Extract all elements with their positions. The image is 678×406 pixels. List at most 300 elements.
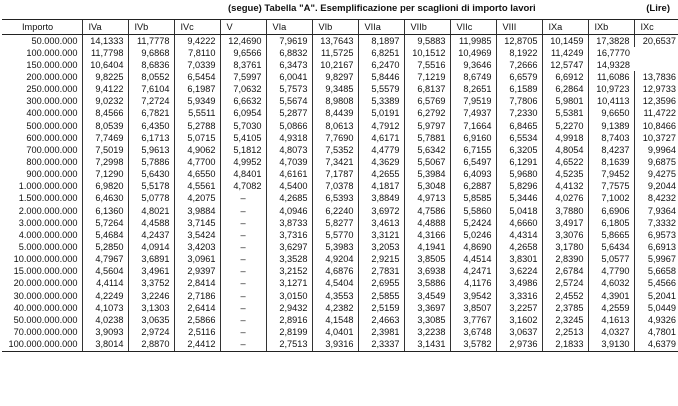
coefficient-cell: 5,9801 xyxy=(542,96,588,108)
coefficient-cell: 9,3646 xyxy=(450,59,496,71)
coefficient-cell: 4,8021 xyxy=(128,205,174,217)
coefficient-cell: 6,8832 xyxy=(266,47,312,59)
table-row xyxy=(2,132,678,144)
coefficient-cell: 3,3528 xyxy=(266,254,312,266)
header-class-via: VIa xyxy=(266,20,312,35)
coefficient-cell: 5,5674 xyxy=(266,96,312,108)
coefficient-cell: 4,4114 xyxy=(82,278,128,290)
coefficient-cell: 2,8414 xyxy=(174,278,220,290)
coefficient-cell: 3,8014 xyxy=(82,339,128,352)
coefficient-cell: 5,0418 xyxy=(496,205,542,217)
coefficient-cell: 6,4093 xyxy=(450,169,496,181)
coefficient-cell: 4,4779 xyxy=(358,144,404,156)
table-row xyxy=(2,120,678,132)
coefficient-cell: 13,7643 xyxy=(312,35,358,48)
coefficient-cell: 3,3076 xyxy=(542,229,588,241)
coefficient-cell: 6,9820 xyxy=(82,181,128,193)
coefficient-cell: 7,5352 xyxy=(312,144,358,156)
coefficient-cell: 11,6086 xyxy=(588,71,634,83)
coefficient-cell: 3,2152 xyxy=(266,266,312,278)
coefficient-cell: 7,6104 xyxy=(128,84,174,96)
coefficient-cell: 5,3984 xyxy=(404,169,450,181)
table-row xyxy=(2,47,678,59)
amount-cell: 50.000.000.000 xyxy=(13,314,78,325)
coefficient-cell: 2,4663 xyxy=(358,314,404,326)
coefficient-cell: 10,2167 xyxy=(312,59,358,71)
coefficient-cell: 8,4232 xyxy=(634,193,678,205)
coefficient-cell: 6,2792 xyxy=(404,108,450,120)
coefficient-cell: 5,3983 xyxy=(312,241,358,253)
coefficient-cell: 3,8849 xyxy=(358,193,404,205)
coefficient-cell: 4,9318 xyxy=(266,132,312,144)
coefficient-cell: 4,7082 xyxy=(220,181,266,193)
coefficient-cell: 6,5534 xyxy=(496,132,542,144)
amount-cell: 40.000.000.000 xyxy=(13,302,78,313)
coefficient-cell: 5,6342 xyxy=(404,144,450,156)
coefficient-cell: 3,8301 xyxy=(496,254,542,266)
coefficient-cell: 5,2877 xyxy=(266,108,312,120)
coefficient-cell: 3,3085 xyxy=(404,314,450,326)
table-row xyxy=(2,193,678,205)
header-class-viia: VIIa xyxy=(358,20,404,35)
coefficient-cell: 12,4690 xyxy=(220,35,266,48)
coefficient-cell: 8,1639 xyxy=(588,156,634,168)
coefficient-cell: 2,8870 xyxy=(128,339,174,352)
coefficient-cell: 4,6550 xyxy=(174,169,220,181)
coefficient-cell: 5,2424 xyxy=(450,217,496,229)
coefficient-cell: 8,4439 xyxy=(312,108,358,120)
amount-cell: 150.000.000 xyxy=(26,59,78,70)
coefficient-cell: 3,6297 xyxy=(266,241,312,253)
table-row xyxy=(2,71,678,83)
coefficient-cell: 3,6938 xyxy=(404,266,450,278)
coefficient-cell: 2,9736 xyxy=(496,339,542,352)
coefficient-cell: 6,2864 xyxy=(542,84,588,96)
header-class-vib: VIb xyxy=(312,20,358,35)
header-class-viib: VIIb xyxy=(404,20,450,35)
coefficient-cell: 4,0946 xyxy=(266,205,312,217)
table-row xyxy=(2,266,678,278)
coefficient-cell: – xyxy=(220,217,266,229)
coefficient-cell: 9,6650 xyxy=(588,108,634,120)
coefficient-cell: 5,5381 xyxy=(542,108,588,120)
coefficient-cell: 3,2246 xyxy=(128,290,174,302)
coefficient-cell: 6,5454 xyxy=(174,71,220,83)
coefficient-cell: 3,7145 xyxy=(174,217,220,229)
coefficient-cell: 3,1602 xyxy=(496,314,542,326)
coefficient-cell: 3,2053 xyxy=(358,241,404,253)
coefficient-cell: 4,9204 xyxy=(312,254,358,266)
amount-cell: 3.000.000.000 xyxy=(18,217,78,228)
header-class-ixc: IXc xyxy=(634,20,678,35)
header-class-ixb: IXb xyxy=(588,20,634,35)
coefficient-cell: 9,6868 xyxy=(128,47,174,59)
coefficient-cell: 2,5116 xyxy=(174,326,220,338)
table-row xyxy=(2,217,678,229)
coefficient-cell: 5,3048 xyxy=(404,181,450,193)
coefficient-cell: 3,0635 xyxy=(128,314,174,326)
coefficient-cell: 4,0238 xyxy=(82,314,128,326)
coefficient-cell: 6,1713 xyxy=(128,132,174,144)
coefficient-cell: 7,7690 xyxy=(312,132,358,144)
coefficient-cell: 6,5393 xyxy=(312,193,358,205)
coefficient-cell: 4,2437 xyxy=(128,229,174,241)
coefficient-cell: 7,7575 xyxy=(588,181,634,193)
coefficient-cell: 8,4566 xyxy=(82,108,128,120)
table-caption xyxy=(0,2,678,16)
amount-cell: 300.000.000 xyxy=(26,96,78,107)
coefficient-cell: 7,1787 xyxy=(312,169,358,181)
coefficient-cell: 6,2240 xyxy=(312,205,358,217)
coefficient-cell: 3,3697 xyxy=(404,302,450,314)
coefficient-cell: 5,3389 xyxy=(358,96,404,108)
coefficient-cell: 6,7821 xyxy=(128,108,174,120)
coefficient-cell: 3,8505 xyxy=(404,254,450,266)
coefficient-cell: 7,1002 xyxy=(588,193,634,205)
coefficient-cell: 7,7469 xyxy=(82,132,128,144)
coefficient-cell: 5,4566 xyxy=(634,278,678,290)
coefficient-cell: 4,7700 xyxy=(174,156,220,168)
coefficient-cell: 2,4552 xyxy=(542,290,588,302)
coefficient-cell: 6,8137 xyxy=(404,84,450,96)
coefficient-cell: 4,2249 xyxy=(82,290,128,302)
table-row xyxy=(2,339,678,352)
coefficient-cell: 9,2044 xyxy=(634,181,678,193)
coefficient-cell: 2,3337 xyxy=(358,339,404,352)
coefficient-cell: 4,1548 xyxy=(312,314,358,326)
table-row xyxy=(2,290,678,302)
coefficient-cell: 6,5497 xyxy=(450,156,496,168)
coefficient-cell: 4,8073 xyxy=(266,144,312,156)
table-body xyxy=(2,35,678,352)
coefficient-cell: 5,9349 xyxy=(174,96,220,108)
coefficient-cell: 5,0246 xyxy=(450,229,496,241)
coefficient-cell: 8,0613 xyxy=(312,120,358,132)
coefficient-cell: 10,9723 xyxy=(588,84,634,96)
coefficient-cell: 4,9326 xyxy=(634,314,678,326)
coefficient-cell: 5,8585 xyxy=(450,193,496,205)
coefficient-cell: 7,9364 xyxy=(634,205,678,217)
coefficient-cell: – xyxy=(220,314,266,326)
amount-cell: 100.000.000 xyxy=(26,47,78,58)
coefficient-cell: 5,0449 xyxy=(634,302,678,314)
coefficient-cell: 13,7836 xyxy=(634,71,678,83)
table-row xyxy=(2,205,678,217)
coefficient-cell: 2,8916 xyxy=(266,314,312,326)
coefficient-cell: 3,4549 xyxy=(404,290,450,302)
coefficient-cell: 3,6891 xyxy=(128,254,174,266)
coefficient-cell: 2,5855 xyxy=(358,290,404,302)
coefficient-cell: 12,8705 xyxy=(496,35,542,48)
coefficient-cell: 6,6632 xyxy=(220,96,266,108)
table-row xyxy=(2,84,678,96)
coefficient-cell: 10,4969 xyxy=(450,47,496,59)
coefficient-cell: 9,6875 xyxy=(634,156,678,168)
coefficient-cell: 2,7513 xyxy=(266,339,312,352)
coefficient-cell: 5,2850 xyxy=(82,241,128,253)
coefficient-cell: 4,9713 xyxy=(404,193,450,205)
coefficient-cell: 2,4412 xyxy=(174,339,220,352)
coefficient-cell: 3,5424 xyxy=(174,229,220,241)
coefficient-cell: – xyxy=(220,205,266,217)
coefficient-cell: 6,0041 xyxy=(266,71,312,83)
coefficient-cell: 3,9542 xyxy=(450,290,496,302)
coefficient-cell: 6,4630 xyxy=(82,193,128,205)
coefficient-cell: 4,2075 xyxy=(174,193,220,205)
coefficient-cell: 3,4986 xyxy=(496,278,542,290)
coefficient-cell: 6,1805 xyxy=(588,217,634,229)
amount-cell: 400.000.000 xyxy=(26,108,78,119)
coefficient-cell: 4,1817 xyxy=(358,181,404,193)
amount-cell: 200.000.000 xyxy=(26,71,78,82)
coefficient-cell: 12,5747 xyxy=(542,59,588,71)
coefficient-cell: 2,3981 xyxy=(358,326,404,338)
coefficient-cell: 7,7806 xyxy=(496,96,542,108)
header-class-v: V xyxy=(220,20,266,35)
coefficient-cell: 4,5561 xyxy=(174,181,220,193)
coefficient-cell: 5,8446 xyxy=(358,71,404,83)
coefficient-cell: 7,3421 xyxy=(312,156,358,168)
coefficient-cell: 5,7264 xyxy=(82,217,128,229)
coefficient-cell: 9,6566 xyxy=(220,47,266,59)
coefficient-cell: 8,9808 xyxy=(312,96,358,108)
coefficient-cell: 4,1073 xyxy=(82,302,128,314)
coefficient-cell: 4,5604 xyxy=(82,266,128,278)
coefficient-cell: 14,9328 xyxy=(588,59,634,71)
coefficient-cell: 3,2238 xyxy=(404,326,450,338)
coefficient-cell: 4,2685 xyxy=(266,193,312,205)
coefficient-cell: 3,4917 xyxy=(542,217,588,229)
coefficient-cell: 5,0778 xyxy=(128,193,174,205)
amount-cell: 10.000.000.000 xyxy=(13,254,78,265)
coefficient-cell: 7,8110 xyxy=(174,47,220,59)
coefficient-cell: 6,3205 xyxy=(496,144,542,156)
coefficient-cell: 6,8465 xyxy=(496,120,542,132)
amount-cell: 30.000.000.000 xyxy=(13,290,78,301)
header-importo: Importo xyxy=(2,20,82,35)
coefficient-cell: 4,9918 xyxy=(542,132,588,144)
coefficient-cell: 3,0150 xyxy=(266,290,312,302)
coefficient-cell: 10,4113 xyxy=(588,96,634,108)
coefficient-cell: 9,4275 xyxy=(634,169,678,181)
coefficient-cell: 7,2666 xyxy=(496,59,542,71)
coefficient-cell: 5,4105 xyxy=(220,132,266,144)
coefficient-cell: 4,2382 xyxy=(312,302,358,314)
coefficient-cell: 5,3446 xyxy=(496,193,542,205)
amount-cell: 600.000.000 xyxy=(26,132,78,143)
amount-cell: 4.000.000.000 xyxy=(18,229,78,240)
coefficient-cell: 6,6912 xyxy=(542,71,588,83)
amount-cell: 250.000.000 xyxy=(26,84,78,95)
coefficient-cell: 6,6579 xyxy=(496,71,542,83)
coefficient-cell: – xyxy=(220,339,266,352)
coefficient-cell: 6,2470 xyxy=(358,59,404,71)
table-row xyxy=(2,35,678,48)
coefficient-cell: 5,1812 xyxy=(220,144,266,156)
coefficient-cell: 3,4203 xyxy=(174,241,220,253)
coefficient-cell: 8,3761 xyxy=(220,59,266,71)
coefficient-cell: 7,0339 xyxy=(174,59,220,71)
coefficient-cell: 3,1780 xyxy=(542,241,588,253)
coefficient-cell: 2,9432 xyxy=(266,302,312,314)
coefficient-cell: 3,4961 xyxy=(128,266,174,278)
table-row xyxy=(2,96,678,108)
coefficient-cell: 7,9519 xyxy=(450,96,496,108)
coefficient-cell: 5,2788 xyxy=(174,120,220,132)
header-class-ivc: IVc xyxy=(174,20,220,35)
coefficient-cell: 2,3785 xyxy=(542,302,588,314)
header-class-ixa: IXa xyxy=(542,20,588,35)
coefficient-cell: 10,6404 xyxy=(82,59,128,71)
coefficient-cell: 2,9724 xyxy=(128,326,174,338)
coefficient-cell: 14,1333 xyxy=(82,35,128,48)
coefficient-cell: 4,7801 xyxy=(634,326,678,338)
coefficient-cell: 4,5404 xyxy=(312,278,358,290)
coefficient-cell: 5,0715 xyxy=(174,132,220,144)
table-row xyxy=(2,181,678,193)
coefficient-cell: 4,7039 xyxy=(266,156,312,168)
coefficient-cell: 4,0327 xyxy=(588,326,634,338)
coefficient-cell: 5,0577 xyxy=(588,254,634,266)
coefficient-cell: 3,1303 xyxy=(128,302,174,314)
coefficient-cell: 5,2270 xyxy=(542,120,588,132)
table-header-row xyxy=(2,20,678,35)
coefficient-cell: 2,5866 xyxy=(174,314,220,326)
coefficient-cell: 5,9613 xyxy=(128,144,174,156)
coefficient-cell: 5,9797 xyxy=(404,120,450,132)
coefficient-cell: 5,7573 xyxy=(266,84,312,96)
coefficient-cell: 7,1219 xyxy=(404,71,450,83)
coefficient-cell: 9,4122 xyxy=(82,84,128,96)
table-row xyxy=(2,254,678,266)
coefficient-cell: 16,7770 xyxy=(588,47,634,59)
amount-cell: 1.500.000.000 xyxy=(18,193,78,204)
coefficient-cell: 4,8054 xyxy=(542,144,588,156)
coefficient-cell: 11,4722 xyxy=(634,108,678,120)
coefficient-cell: 5,2041 xyxy=(634,290,678,302)
coefficient-cell: 8,1922 xyxy=(496,47,542,59)
coefficient-cell: 3,3121 xyxy=(358,229,404,241)
coefficient-cell: 4,7790 xyxy=(588,266,634,278)
coefficient-cell: 4,6660 xyxy=(496,217,542,229)
coefficient-cell: 5,9967 xyxy=(634,254,678,266)
coefficient-cell: 6,0954 xyxy=(220,108,266,120)
coefficient-cell: 4,4132 xyxy=(542,181,588,193)
coefficient-cell: 9,8297 xyxy=(312,71,358,83)
table-row xyxy=(2,278,678,290)
coefficient-cell: 7,5019 xyxy=(82,144,128,156)
coefficient-cell: 4,4588 xyxy=(128,217,174,229)
coefficient-cell: 3,9130 xyxy=(588,339,634,352)
coefficient-cell: 6,1589 xyxy=(496,84,542,96)
coefficient-cell: 6,3473 xyxy=(266,59,312,71)
coefficient-cell: 7,0378 xyxy=(312,181,358,193)
coefficient-cell: 3,3316 xyxy=(496,290,542,302)
coefficient-cell: – xyxy=(220,254,266,266)
coefficient-cell: 11,7798 xyxy=(82,47,128,59)
coefficient-cell: 5,0191 xyxy=(358,108,404,120)
coefficient-cell: 3,6748 xyxy=(450,326,496,338)
coefficient-cell: 2,6784 xyxy=(542,266,588,278)
coefficient-cell: 4,0276 xyxy=(542,193,588,205)
coefficient-cell: 3,1271 xyxy=(266,278,312,290)
coefficient-cell: 2,7186 xyxy=(174,290,220,302)
coefficient-cell: 4,1613 xyxy=(588,314,634,326)
header-class-viii: VIII xyxy=(496,20,542,35)
coefficient-cell: 6,1360 xyxy=(82,205,128,217)
coefficient-cell: 3,4613 xyxy=(358,217,404,229)
coefficient-cell: 7,5997 xyxy=(220,71,266,83)
coefficient-cell: 3,6224 xyxy=(496,266,542,278)
coefficient-cell: 4,0914 xyxy=(128,241,174,253)
coefficient-cell: 4,6876 xyxy=(312,266,358,278)
coefficient-cell: 6,5769 xyxy=(404,96,450,108)
header-class-ivb: IVb xyxy=(128,20,174,35)
coefficient-cell: 3,9316 xyxy=(312,339,358,352)
coefficient-cell: 5,5067 xyxy=(404,156,450,168)
coefficient-cell: 7,9452 xyxy=(588,169,634,181)
coefficient-cell: 6,7155 xyxy=(450,144,496,156)
coefficient-cell: 5,7030 xyxy=(220,120,266,132)
coefficient-cell: – xyxy=(220,326,266,338)
coefficient-cell: 5,6430 xyxy=(128,169,174,181)
coefficient-cell: – xyxy=(220,241,266,253)
coefficient-cell: 4,6161 xyxy=(266,169,312,181)
coefficient-cell: 10,1512 xyxy=(404,47,450,59)
coefficient-cell: 4,5400 xyxy=(266,181,312,193)
coefficient-cell: 3,6972 xyxy=(358,205,404,217)
coefficient-cell: 7,1290 xyxy=(82,169,128,181)
coefficient-cell: 9,0232 xyxy=(82,96,128,108)
coefficient-cell: 12,9733 xyxy=(634,84,678,96)
coefficient-cell: 3,0637 xyxy=(496,326,542,338)
table-row xyxy=(2,108,678,120)
coefficient-cell: 3,8733 xyxy=(266,217,312,229)
coefficient-cell: 9,1389 xyxy=(588,120,634,132)
coefficient-cell: 8,6836 xyxy=(128,59,174,71)
coefficient-cell: 6,8251 xyxy=(358,47,404,59)
coefficient-cell: 4,9952 xyxy=(220,156,266,168)
coefficient-cell: 7,9619 xyxy=(266,35,312,48)
coefficient-cell: 8,1897 xyxy=(358,35,404,48)
table-row xyxy=(2,59,678,71)
amount-cell: 900.000.000 xyxy=(26,169,78,180)
coefficient-cell: 8,7403 xyxy=(588,132,634,144)
table-title: (segue) Tabella "A". Esemplificazione per scaglioni di importo lavori xyxy=(228,3,536,14)
coefficient-cell: 5,9680 xyxy=(496,169,542,181)
coefficient-cell: 2,5724 xyxy=(542,278,588,290)
coefficient-cell: – xyxy=(220,290,266,302)
coefficient-cell: 8,0552 xyxy=(128,71,174,83)
coefficient-cell: 4,2471 xyxy=(450,266,496,278)
coefficient-cell: 5,6658 xyxy=(634,266,678,278)
coefficient-cell: 2,2513 xyxy=(542,326,588,338)
header-class-iva: IVa xyxy=(82,20,128,35)
coefficient-cell: 3,0961 xyxy=(174,254,220,266)
coefficient-cell: 4,5235 xyxy=(542,169,588,181)
coefficient-cell: 3,3752 xyxy=(128,278,174,290)
table-row xyxy=(2,144,678,156)
amount-cell: 500.000.000 xyxy=(26,120,78,131)
coefficient-cell: 4,4888 xyxy=(404,217,450,229)
coefficient-cell: 5,5178 xyxy=(128,181,174,193)
coefficient-cell: 11,5725 xyxy=(312,47,358,59)
coefficient-cell: 9,3485 xyxy=(312,84,358,96)
coefficient-cell: 4,1176 xyxy=(450,278,496,290)
coefficient-cell: 9,9964 xyxy=(634,144,678,156)
coefficient-cell: 7,2724 xyxy=(128,96,174,108)
coefficient-cell: 4,8690 xyxy=(450,241,496,253)
